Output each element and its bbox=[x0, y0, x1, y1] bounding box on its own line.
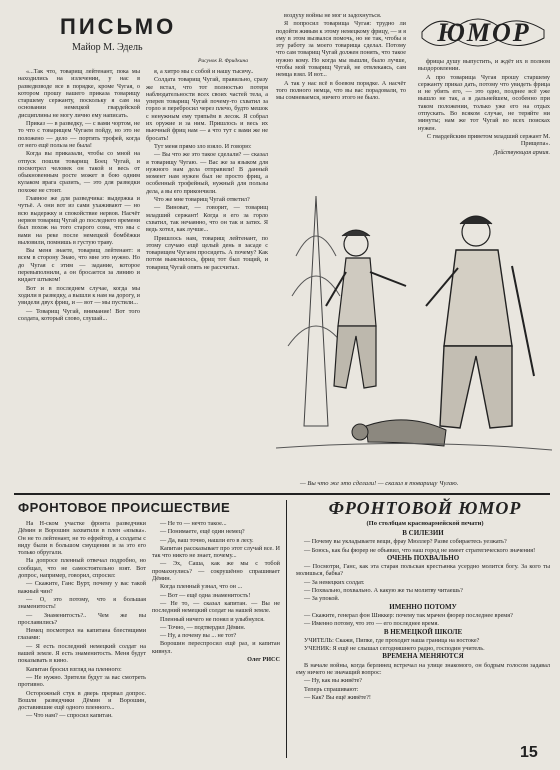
letter-paragraph: «...Так что, товарищ лейтенант, пока мы находились на излечении, у нас в разведвзводе все в порядке, кроме Чугая, о котором прошу вашего приказа товарищу старшему сержанту, поскольку я сам на основании немецкой гвардейской дисциплины не могу лично ему написать. bbox=[18, 68, 140, 119]
humor-section-heading: В НЕМЕЦКОЙ ШКОЛЕ bbox=[383, 627, 463, 636]
incident-paragraph: Ворошин переспросил ещё раз, и капитан кивнул. bbox=[152, 640, 280, 655]
letter-paragraph: Приказ — в разведку, — с вами чортом, не то что с товарищем Чугаем пойду, но это не положено — дело — портить трофей, когда от него ещё польза не была! bbox=[18, 120, 140, 149]
letter-paragraph: Вы меня знаете, товарищ лейтенант: я всем в сторону Знаю, что мне это нужно. Но до Чугая с этим — задание, которое перевыполнили, а он бросается за линию и кидает штыком! bbox=[18, 247, 140, 284]
letter-paragraph: Пришлось нам, товарищ лейтенант, по этому случаю ещё целый день в засаде с товарищем Чугаем просидеть. А почему? Как потом выяснилось, фриц тот был тощий, и товарищ Чугай опять не рассчитал. bbox=[146, 234, 268, 271]
illustration-credit: Рисунок В. Фридкина bbox=[198, 58, 248, 64]
soldiers-illustration-art bbox=[276, 176, 552, 476]
letter-paragraph: Я попросил товарища Чугая: трудно ли подойти живым к этому немецкому фрицу, — и я ему в этом вызвался помочь, но не так, чтобы я эту работу за моего товарища сделал. Потому что сам товарищ Чугай должен понять, что такое нужно кому. Но когда мы вышли, было лучше, чтобы мой товарищ Чугай, не отвлекаясь, сам немца взял. И вот... bbox=[276, 20, 406, 79]
incident-paragraph: — Скажите, Ганс Вурт, почему у вас такой важный чин? bbox=[18, 580, 146, 595]
humor-line: УЧИТЕЛЬ: Скажи, Пипке, где проходит наша граница на востоке? bbox=[304, 636, 480, 644]
incident-paragraph: — О, это потому, что я большая знаменитость! bbox=[18, 595, 146, 611]
humor-line: — За немецких солдат. bbox=[304, 578, 365, 586]
front-humor-subtitle: (По столбцам красноармейской печати) bbox=[366, 520, 484, 527]
humor-section bbox=[296, 653, 550, 701]
incident-paragraph: — Эх, Саша, как же мы с тобой промахнулись? — сокрушённо спрашивает Дёмин. bbox=[152, 560, 280, 583]
humor-line: — Боюсь, как бы фюрер не объявил, что наш город не имеет стратегического значения! bbox=[304, 546, 536, 554]
incident-paragraph: — Не то — нечто такое... bbox=[160, 520, 227, 527]
incident-paragraph: Капитан бросил взгляд на пленного: bbox=[26, 665, 122, 673]
incident-paragraph: — Знаменитость?.. Чем же вы прославились? bbox=[18, 611, 146, 626]
letter-paragraph: — Товарищ Чугай, внимание! Вот того солдата, который слово, слушай... bbox=[18, 307, 140, 322]
humor-title: ЮМОР bbox=[437, 18, 531, 47]
humor-section-heading: ИМЕННО ПОТОМУ bbox=[389, 602, 457, 611]
humor-line: — За упокой. bbox=[304, 595, 340, 603]
letter-paragraph: Вот и в последнем случае, когда мы ходили в разведку, а вышли к нам на дорогу, и увидели двух фриц, и — вот — мы пустили... bbox=[18, 284, 140, 307]
column-divider bbox=[286, 500, 287, 758]
humor-line: — Как? Вы ещё живёте?! bbox=[304, 693, 371, 701]
letter-paragraph: воздуху войны не мог и задохнуться. bbox=[284, 12, 382, 19]
incident-paragraph: — Понимаете, ещё один немец? bbox=[160, 528, 245, 536]
humor-line: В начале войны, когда берлинец встречал на улице знакомого, он бодрым голосом задавал ему ничего не значащий вопрос: bbox=[296, 661, 550, 677]
letter-paragraph: Что же мне товарищ Чугай ответил? bbox=[154, 196, 250, 204]
letter-signature: С гвардейским приветом младший сержант М. Прищепа». bbox=[426, 132, 550, 148]
humor-line: — Именно потому, что это — его последнее время. bbox=[304, 620, 439, 628]
letter-paragraph: А про товарища Чугая прошу старшему сержанту приказ дать, потому что увидеть фрица и не убить его, — это одно, позднее всё уже вышло не так, а в дальнейшем, особенно при таком положении, только уже его на отдых отпускать. Во всяком случае, не теряйте ни минуты; нам же тот Чугай во всех поисках нужен. bbox=[418, 73, 550, 132]
humor-line: — Почему вы укладываете вещи, фрау Мюллер? Разве собираетесь уезжать? bbox=[304, 538, 507, 546]
incident-paragraph: На допросе пленный отвечал подробно, но сообщал, что не самостоятельно взят. Вот допрос, например, говорил, спросил: bbox=[18, 557, 146, 580]
front-humor-body bbox=[296, 530, 550, 756]
humor-section bbox=[296, 555, 550, 603]
humor-line: — Похвально, похвально. А какую же ты молитву читаешь? bbox=[304, 587, 463, 595]
letter-col1 bbox=[18, 68, 140, 500]
humor-section bbox=[296, 629, 550, 653]
incident-paragraph: Осторожный стук в дверь прервал допрос. Вошли разведчики Дёмин и Ворошин, доставившие ещё одного пленного... bbox=[18, 689, 146, 712]
incident-paragraph: — Что нам? — спросил капитан. bbox=[26, 712, 113, 720]
letter-col3 bbox=[276, 12, 406, 172]
incident-paragraph: Пленный ничего не понял и улыбнулся. bbox=[160, 615, 265, 623]
letter-col2 bbox=[146, 68, 268, 500]
incident-paragraph: — Вот — ещё одна знаменитость! bbox=[160, 591, 251, 599]
humor-section-heading: ВРЕМЕНА МЕНЯЮТСЯ bbox=[382, 652, 464, 661]
humor-line: УЧЕНИК: Я ещё не слышал сегодняшнего радио, господин учитель. bbox=[304, 645, 485, 653]
incident-paragraph: — Не нужно. Зрители будут за вас смотреть противно. bbox=[18, 673, 146, 689]
incident-paragraph: — Точно, — подтвердил Дёмин. bbox=[160, 623, 246, 631]
page-number: 15 bbox=[520, 744, 538, 761]
incident-paragraph: Немец посмотрел на капитана блестящими глазами: bbox=[18, 627, 146, 642]
incident-paragraph: — Да, ваш точно, нашли его в лесу. bbox=[160, 536, 254, 544]
letter-paragraph: Когда вы приказали, чтобы со мной на отпуск пошли товарищ Боец Чугай, и посмотрел человек он такой и весь от обыкновенным росте может в бою одним кулаком врага сразить, — это для разведки похоже не стоит. bbox=[18, 150, 140, 194]
humor-line: — Посмотри, Ганс, как эта старая польская крестьянка усердно молится богу. За кого ты молишься, бабка? bbox=[296, 563, 550, 578]
incident-paragraph: — Ну, а почему вы ... не тот? bbox=[160, 632, 237, 640]
letter-dateline: Действующая армия. bbox=[493, 148, 550, 156]
letter-author: Майор М. Эдель bbox=[72, 42, 143, 53]
section-divider bbox=[14, 493, 550, 495]
letter-paragraph: Тут меня прямо зло взяло. И говорю: bbox=[154, 142, 252, 150]
incident-paragraph: Когда пленный узнал, что он ... bbox=[160, 583, 243, 591]
humor-line: — Ну, как вы живёте? bbox=[304, 677, 363, 685]
humor-section bbox=[296, 604, 550, 628]
incident-paragraph: — Я есть последний немецкий солдат на вашей земле. Я есть знаменитость. Меня будут показывать в кино. bbox=[18, 642, 146, 665]
humor-line: — Скажите, генерал фон Шиккер: почему так мрачен фюрер последнее время? bbox=[304, 611, 513, 619]
incident-paragraph: — Не то, — сказал капитан. — Вы не последний немецкий солдат на нашей земле. bbox=[152, 599, 280, 615]
illustration-caption: — Вы что же это сделали! — сказал я товарищу Чугаю. bbox=[300, 480, 459, 487]
incident-col2 bbox=[152, 520, 280, 760]
incident-col1 bbox=[18, 520, 146, 760]
incident-paragraph: Капитан рассказывает про этот случай все. И так что никто не знает, почему... bbox=[152, 544, 280, 560]
incident-author: Олег РИСС bbox=[247, 656, 280, 664]
front-incident-title: ФРОНТОВОЕ ПРОИСШЕСТВИЕ bbox=[18, 500, 231, 515]
soldiers-illustration bbox=[276, 176, 552, 476]
humor-logo bbox=[418, 12, 550, 52]
front-humor-title: ФРОНТОВОЙ ЮМОР bbox=[328, 498, 522, 518]
letter-paragraph: Главное же для разведчика: выдержка и чутьё. А они вот из сами ухаживают — но всю выдержку и спокойствие нервов. Насчёт нервов товарищ Чугай до последнего времени был похож на того старого сома, что мы с вами на реке после немецкой бомбёжки выловили, помнишь в густую траву. bbox=[18, 195, 140, 246]
letter-paragraph: А так у нас всё в боевом порядке. А насчёт того полного немца, что вы вас порадовали, то мы сомневаемся, ничего этого не было. bbox=[276, 79, 406, 102]
letter-paragraph: — Вы что же это такое сделали? — сказал я товарищу Чугаю. — Вас же за языком для нужного нам дела отправили! В данный момент нам нужен был не просто фриц, а особенный трофейный, нужный для пользы дела, а вы его прикончили. bbox=[146, 151, 268, 195]
humor-section-heading: ОЧЕНЬ ПОХВАЛЬНО bbox=[386, 553, 460, 562]
letter-paragraph: Солдата товарищ Чугай, правильно, сразу же встал, что тот полностью потеря наблюдательности всех своих частей тела, а уперев товарищ Чугай почему-то схватил за горло и перебросил через плечо, будто мешок с ненужным ему тряпьём в лесок. Я собрал их оружие и за ним. Пришлось и весь их вьючный фриц нам — а что тут с вами же не бросать! bbox=[146, 76, 268, 142]
letter-paragraph: — Виноват, — говорит, — товарищ младший сержант! Когда я его за горло схватил, так нечаянно, что он так и затих. Я ведь хотел, как лучше... bbox=[146, 204, 268, 234]
humor-section bbox=[296, 530, 550, 554]
incident-paragraph: На Н-ском участке фронта разведчики Дёмин и Ворошин захватили в плен «языка». Он не то лейтенант, не то ефрейтор, а солдаты с виду были в большом смущении и за это его только обругали. bbox=[18, 520, 146, 557]
letter-paragraph: фрицы душу выпустить, и ждёт их в полном выздоровлении. bbox=[418, 58, 550, 73]
humor-line: Теперь спрашивают: bbox=[304, 685, 359, 693]
humor-section-heading: В СИЛЕЗИИ bbox=[402, 530, 444, 537]
letter-paragraph: я, а хитро мы с собой и нашу тысячу.. bbox=[154, 68, 254, 75]
letter-title: ПИСЬМО bbox=[60, 14, 177, 39]
letter-col4 bbox=[418, 58, 550, 176]
